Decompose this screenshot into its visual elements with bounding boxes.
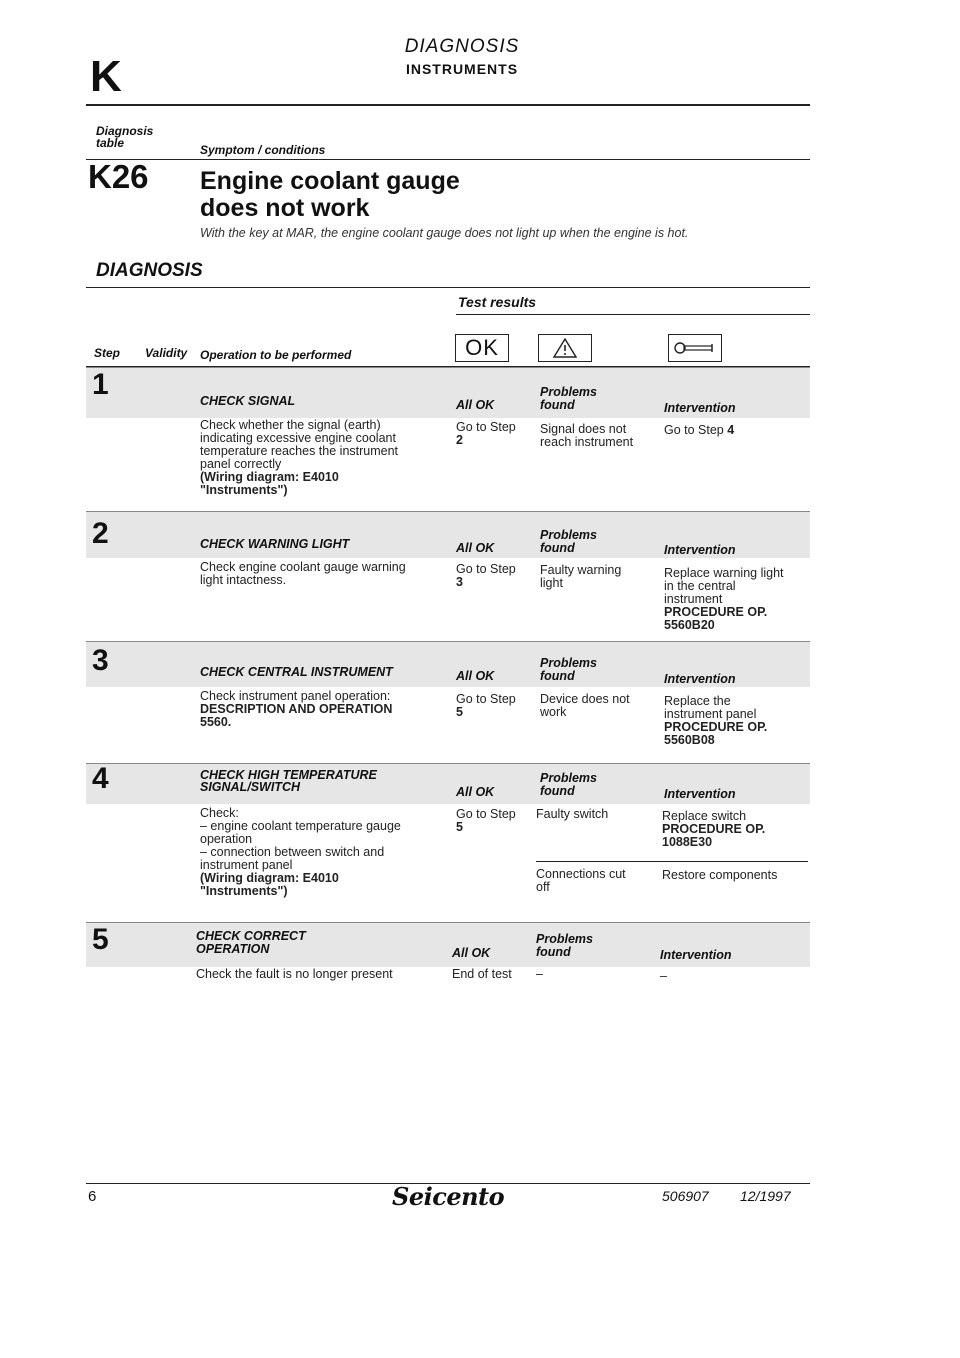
section-letter: K: [90, 52, 122, 101]
wrench-icon-box: [668, 334, 722, 362]
warning-icon-box: [538, 334, 592, 362]
symptom-rule: [86, 159, 810, 160]
step-1-problem-line-1: Signal does not: [540, 422, 627, 436]
step-1-number: 1: [92, 368, 109, 401]
warning-triangle-icon: [553, 338, 577, 358]
step-4-operation: [200, 807, 401, 898]
col-operation: Operation to be performed: [200, 348, 352, 362]
step-4-int-bold-2: 1088E30: [662, 835, 713, 849]
step-4-ok: [456, 808, 516, 834]
step-4-intervention-text: [662, 810, 765, 849]
step-5-title-1: CHECK CORRECT: [196, 929, 306, 943]
step-3-op-bold-2: 5560.: [200, 715, 232, 729]
test-results-rule: [456, 314, 810, 315]
step-1-ok-step: 2: [456, 433, 463, 447]
step-5-ok-text: End of test: [452, 967, 512, 981]
step-4-problem2-line-1: Connections cut: [536, 867, 626, 881]
step-4-op-bold-2: "Instruments"): [200, 884, 288, 898]
step-4-op-line-3: operation: [200, 832, 253, 846]
step-3-int-line-1: Replace the: [664, 694, 731, 708]
step-5-problems-2: found: [536, 945, 571, 959]
step-1-title: CHECK SIGNAL: [200, 394, 296, 408]
step-2-intervention-text: [664, 567, 784, 632]
step-1-problem: [540, 423, 633, 449]
step-5-number: 5: [92, 923, 109, 956]
symptom-label: Symptom / conditions: [200, 143, 326, 157]
step-5-intervention-text: –: [660, 969, 667, 983]
step-1-problems-1: Problems: [540, 385, 597, 399]
step-2-op-line-2: light intactness.: [200, 573, 287, 587]
brand-logo: Seicento: [392, 1182, 505, 1211]
step-4-problems-2: found: [540, 784, 575, 798]
step-3-op-line-1: Check instrument panel operation:: [200, 689, 391, 703]
step-3-int-bold-1: PROCEDURE OP.: [664, 720, 768, 734]
step-3-problems-2: found: [540, 669, 575, 683]
step-3-int-line-2: instrument panel: [664, 707, 757, 721]
col-step: Step: [94, 346, 121, 360]
step-3-title: CHECK CENTRAL INSTRUMENT: [200, 665, 393, 679]
ok-icon-box: [455, 334, 509, 362]
step-1-intervention-text: [664, 424, 734, 437]
step-4-op-line-1: Check:: [200, 806, 239, 820]
step-4-int-bold-1: PROCEDURE OP.: [662, 822, 766, 836]
step-4-op-line-2: – engine coolant temperature gauge: [200, 819, 401, 833]
symptom-description: With the key at MAR, the engine coolant gauge does not light up when the engine is hot.: [200, 226, 689, 240]
step-4-number: 4: [92, 762, 109, 795]
step-2-ok-text: Go to Step: [456, 562, 516, 576]
step-4-problem: [536, 808, 608, 821]
step-3-ok-step: 5: [456, 705, 463, 719]
diagnosis-heading: DIAGNOSIS: [96, 260, 203, 281]
step-3-ok: [456, 693, 516, 719]
section-subtitle: INSTRUMENTS: [405, 61, 519, 77]
step-1-op-line-1: Check whether the signal (earth): [200, 418, 381, 432]
step-1-ok: [456, 421, 516, 447]
step-2-problems-2: found: [540, 541, 575, 555]
step-4-op-line-5: instrument panel: [200, 858, 293, 872]
step-1-op-line-2: indicating excessive engine coolant: [200, 431, 396, 445]
step-3-intervention-text: [664, 695, 767, 747]
step-2-int-line-3: instrument: [664, 592, 723, 606]
diag-table-label-2: table: [96, 136, 125, 150]
step-4-op-line-4: – connection between switch and: [200, 845, 385, 859]
step-4-op-bold-1: (Wiring diagram: E4010: [200, 871, 339, 885]
step-5-op-line-1: Check the fault is no longer present: [196, 967, 393, 981]
step-2-operation: [200, 561, 406, 587]
step-2-int-bold-2: 5560B20: [664, 618, 715, 632]
step-4-problems-1: Problems: [540, 771, 597, 785]
doc-code: 506907: [662, 1188, 709, 1204]
step-4-int-line-1: Replace switch: [662, 809, 747, 823]
step-2-all-ok: All OK: [456, 541, 495, 555]
step-4-problem-2: [536, 868, 626, 894]
step-3-op-bold-1: DESCRIPTION AND OPERATION: [200, 702, 393, 716]
step-4-title-2: SIGNAL/SWITCH: [200, 780, 300, 794]
step-1-op-bold-2: "Instruments"): [200, 483, 288, 497]
step-2-problem: [540, 564, 621, 590]
step-3-number: 3: [92, 644, 109, 677]
step-2-op-line-1: Check engine coolant gauge warning: [200, 560, 406, 574]
step-3-int-bold-2: 5560B08: [664, 733, 715, 747]
symptom-title-line2: does not work: [200, 194, 370, 222]
step-3-all-ok: All OK: [456, 669, 495, 683]
diagnosis-rule: [86, 287, 810, 288]
step-2-int-line-1: Replace warning light: [664, 566, 784, 580]
step-5-title-2: OPERATION: [196, 942, 270, 956]
step-1-problems-2: found: [540, 398, 575, 412]
step-4-problem2-line-2: off: [536, 880, 550, 894]
step-1-intervention-go: Go to Step: [664, 423, 724, 437]
step-4-ok-text: Go to Step: [456, 807, 516, 821]
ok-icon: OK: [465, 335, 499, 360]
step-4-int2-line-1: Restore components: [662, 868, 778, 882]
step-2-ok: [456, 563, 516, 589]
step-5-problem-text: –: [536, 967, 543, 981]
symptom-title-line1: Engine coolant gauge: [200, 167, 460, 195]
step-1-intervention: Intervention: [664, 401, 736, 415]
test-results-label: Test results: [458, 294, 537, 310]
step-2-problem-line-1: Faulty warning: [540, 563, 622, 577]
step-2-int-bold-1: PROCEDURE OP.: [664, 605, 768, 619]
col-validity: Validity: [145, 346, 188, 360]
header-rule: [86, 104, 810, 106]
step-4-title-1: CHECK HIGH TEMPERATURE: [200, 768, 377, 782]
step-5-operation: [196, 968, 393, 981]
step-2-number: 2: [92, 517, 109, 550]
step-1-all-ok: All OK: [456, 398, 495, 412]
step-4-ok-step: 5: [456, 820, 463, 834]
symptom-title: [200, 168, 620, 222]
step-5-all-ok: All OK: [452, 946, 491, 960]
step-2-int-line-2: in the central: [664, 579, 736, 593]
wrench-icon: [673, 341, 717, 355]
step-3-intervention: Intervention: [664, 672, 736, 686]
step-2-ok-step: 3: [456, 575, 463, 589]
step-5-problems-1: Problems: [536, 932, 593, 946]
step-4-divider: [536, 861, 808, 862]
page-number: 6: [88, 1188, 97, 1205]
step-3-ok-text: Go to Step: [456, 692, 516, 706]
step-1-op-line-3: temperature reaches the instrument: [200, 444, 399, 458]
step-2-title: CHECK WARNING LIGHT: [200, 537, 350, 551]
step-3-problem: [540, 693, 630, 719]
step-1-op-line-4: panel correctly: [200, 457, 282, 471]
symptom-code: K26: [88, 158, 149, 195]
step-4-all-ok: All OK: [456, 785, 495, 799]
step-5-intervention: Intervention: [660, 948, 732, 962]
step-1-intervention-step: 4: [727, 423, 735, 437]
step-4-problem-line-1: Faulty switch: [536, 807, 609, 821]
step-3-problems-1: Problems: [540, 656, 597, 670]
step-3-operation: [200, 690, 392, 729]
step-1-ok-text: Go to Step: [456, 420, 516, 434]
step-1-operation: [200, 419, 398, 497]
step-2-intervention: Intervention: [664, 543, 736, 557]
step-3-problem-line-1: Device does not: [540, 692, 630, 706]
doc-date: 12/1997: [740, 1188, 791, 1204]
step-2-problem-line-2: light: [540, 576, 563, 590]
step-4-intervention-2: [662, 869, 777, 882]
step-2-problems-1: Problems: [540, 528, 597, 542]
step-1-op-bold-1: (Wiring diagram: E4010: [200, 470, 339, 484]
step-3-problem-line-2: work: [540, 705, 567, 719]
section-title: DIAGNOSIS: [404, 36, 520, 57]
diag-table-label-1: Diagnosis: [96, 124, 154, 138]
step-4-intervention: Intervention: [664, 787, 736, 801]
step-1-problem-line-2: reach instrument: [540, 435, 634, 449]
